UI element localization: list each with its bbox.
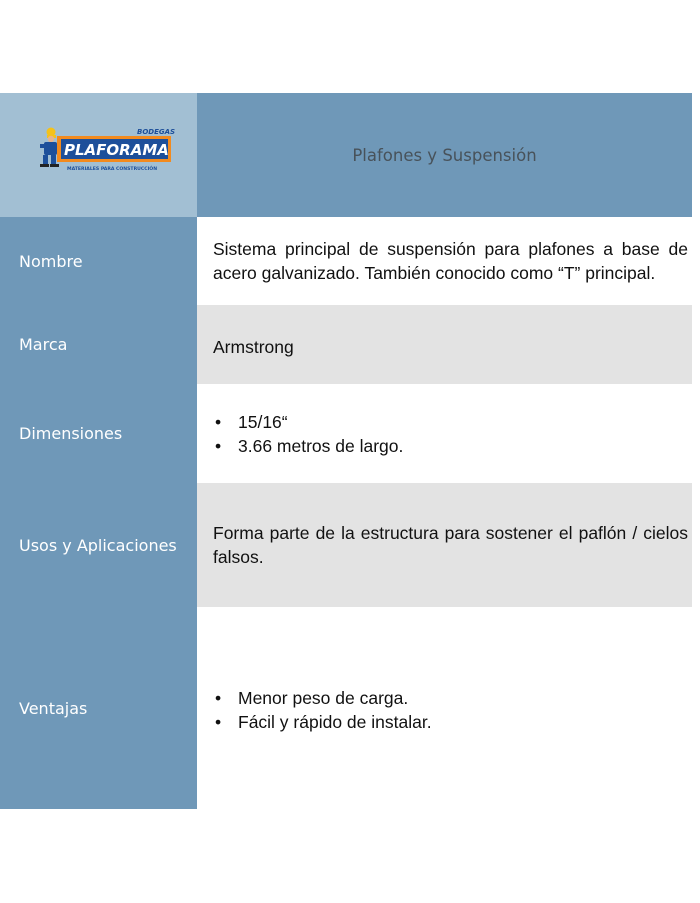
logo-bodegas-text: BODEGAS bbox=[137, 128, 176, 136]
plaforama-logo bbox=[37, 126, 177, 174]
value-marca-text: Armstrong bbox=[213, 337, 294, 357]
list-item: • 3.66 metros de largo. bbox=[213, 434, 692, 458]
label-marca: Marca bbox=[0, 305, 197, 384]
product-sheet bbox=[0, 93, 692, 809]
list-item: • Fácil y rápido de instalar. bbox=[213, 710, 692, 734]
label-usos: Usos y Aplicaciones bbox=[0, 483, 197, 607]
row-usos bbox=[0, 483, 692, 607]
label-dimensiones: Dimensiones bbox=[0, 384, 197, 483]
value-usos bbox=[197, 483, 692, 607]
logo-brand-text: PLAFORAMA bbox=[64, 141, 169, 159]
header-row bbox=[0, 93, 692, 217]
logo-cell bbox=[0, 93, 197, 217]
list-item: • Menor peso de carga. bbox=[213, 686, 692, 710]
logo-tagline-text: MATERIALES PARA CONSTRUCCIÓN bbox=[67, 167, 158, 172]
row-dimensiones bbox=[0, 384, 692, 483]
value-ventajas bbox=[197, 607, 692, 809]
row-nombre bbox=[0, 217, 692, 305]
label-nombre: Nombre bbox=[0, 217, 197, 305]
row-marca bbox=[0, 305, 692, 384]
value-dimensiones bbox=[197, 384, 692, 483]
list-item: • 15/16“ bbox=[213, 410, 692, 434]
value-marca bbox=[197, 305, 692, 384]
value-usos-text: Forma parte de la estructura para sostener el paflón / cielos falsos. bbox=[213, 523, 688, 567]
label-ventajas: Ventajas bbox=[0, 607, 197, 809]
page-title: Plafones y Suspensión bbox=[197, 93, 692, 217]
value-nombre-text: Sistema principal de suspensión para plafones a base de acero galvanizado. También conocido como “T” principal. bbox=[213, 239, 688, 283]
value-nombre bbox=[197, 217, 692, 305]
ventajas-list bbox=[213, 686, 692, 734]
row-ventajas bbox=[0, 607, 692, 809]
dimensiones-list bbox=[213, 410, 692, 458]
